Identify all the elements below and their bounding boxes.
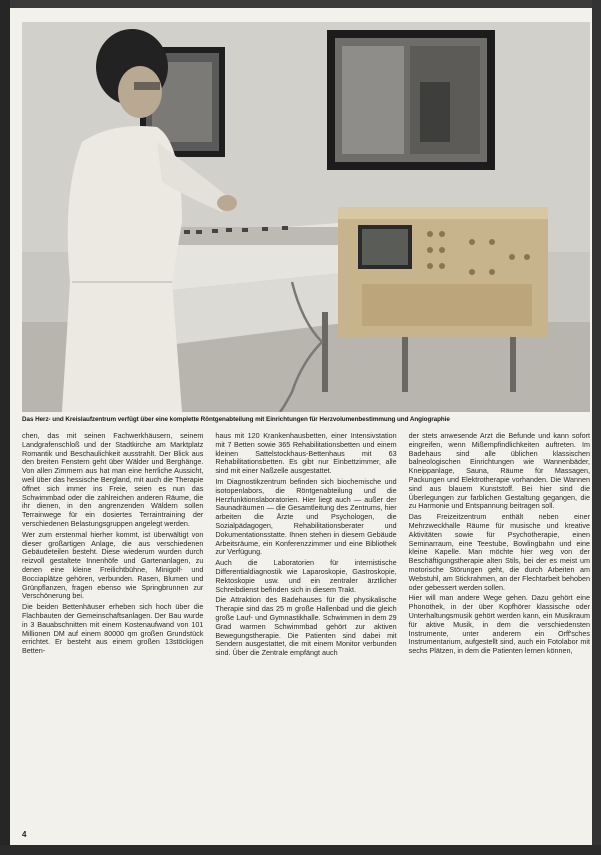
scan-edge-top xyxy=(0,0,601,8)
scan-edge-right xyxy=(592,0,601,855)
article-column-1 xyxy=(22,432,203,832)
article-columns xyxy=(22,432,590,832)
paragraph: Hier will man andere Wege gehen. Dazu gehört eine Phonothek, in der über Kopfhörer klassische oder Unterhaltungsmusik gehört werden kann, ein Musikraum für aktive Musik, in dem die verschiedensten Instrumente, unter anderem ein Orff'sches Instrumentarium, aufgestellt sind, auch ein Fotolabor mit sechs Plätzen, in dem die Patienten lernen können, xyxy=(408,593,590,656)
article-column-3 xyxy=(409,432,590,832)
paragraph: Im Diagnostikzentrum befinden sich biochemische und isotopenlabors, die Röntgenabteilung und die Herzfunktionslaboratorien. Hier liegt auch — außer der Saunadräumen — die Gesamtleitung des Zentrums, hier arbeiten die Ärzte und Psychologen, die Sozialpädagogen, Rehabilitationsberater und Dokumentationsstatte. Ihnen stehen in diesem Gebäude Arbeitsräume, ein Konferenzzimmer und eine Bibliothek zur Verfügung. xyxy=(215,476,397,557)
article-column-2 xyxy=(215,432,396,832)
paragraph: der stets anwesende Arzt die Befunde und kann sofort eingreifen, wenn Mißempfindlichkeiten auftreten. Im Badehaus sind alle üblichen klassischen balneologischen Einrichtungen wie Wannenbäder, Kneippanlage, Sauna, Räume für Massagen, Packungen und Elektrotherapie vorhanden. Die Wannen sind aus blauem Kunststoff. Bei hier sind die Überlegungen zur farblichen Gestaltung gegangen, die zu Harmonie und Entspannung beitragen soll. xyxy=(408,431,590,511)
scan-edge-left xyxy=(0,0,10,855)
scan-edge-bottom xyxy=(0,845,601,855)
paragraph: Auch die Laboratorien für internistische Differentialdiagnostik wie Laparoskopie, Gastroskopie, Rektoskopie usw. und ein zentraler ärztlicher Schreibdienst befinden sich in diesem Trakt. xyxy=(215,558,397,594)
photo-xray-department xyxy=(22,22,590,412)
paragraph: Die beiden Bettenhäuser erheben sich hoch über die Flachbauten der Gemeinschaftsanlagen. Der Bau wurde in 3 Bauabschnitten mit einem Kostenaufwand von 101 Millionen DM auf einem 80000 qm großen Grundstück errichtet. Er besteht aus einem großen 13stöckigen Betten- xyxy=(22,602,204,656)
paragraph: Die Attraktion des Badehauses für die physikalische Therapie sind das 25 m große Hallenbad und die gleich große Lauf- und Gymnastikhalle. Schwimmen in dem 29 Grad warmen Schwimmbad gehört zur aktiven Bewegungstherapie. Die Patienten sind dabei mit Sendern ausgestattet, die mit einem Monitor verbunden sind. Über die Zentrale empfängt auch xyxy=(215,595,397,658)
page-number: 4 xyxy=(22,830,27,839)
paragraph: haus mit 120 Krankenhausbetten, einer Intensivstation mit 7 Betten sowie 365 Rehabilitationsbetten und einem kleinen Sattelstockhaus-Bettenhaus mit 63 Rehabilitationsbetten. Es gibt nur Einbettzimmer, alle sind mit einer Naßzelle ausgestattet. xyxy=(215,431,397,476)
photo-caption: Das Herz- und Kreislaufzentrum verfügt über eine komplette Röntgenabteilung mit Einrichtungen für Herzvolumenbestimmung und Angiographie xyxy=(22,416,450,423)
paragraph: Das Freizeitzentrum enthält neben einer Mehrzweckhalle Räume für musische und kreative Aktivitäten sowie für Psychotherapie, einen Seminarraum, eine Teestube, Bowlingbahn und eine kleine Kapelle. Man möchte hier weg von der Beschäftigungstherapie alten Stils, bei der es meist um motorische Störungen geht, die durch Arbeiten am Webstuhl, am Stickrahmen, an der Flechtarbeit behoben oder gebessert werden sollen. xyxy=(408,512,590,592)
paragraph: Wer zum erstenmal hierher kommt, ist überwältigt von dieser großartigen Anlage, die aus verschiedenen Gebäudeteilen besteht. Diese wiederum wurden durch reizvoll gestaltete Innenhöfe und Gartenanlagen, zu denen eine kleine Freilichtbühne, Minigolf- und Bocciaplätze gehören, verbunden. Rasen, Blumen und Grünpflanzen, fragen ebenso wie Springbrunnen zur Verschönerung bei. xyxy=(22,529,204,601)
paragraph: chen, das mit seinen Fachwerkhäusern, seinem Landgrafenschloß und der Stadtkirche am Marktplatz Romantik und Beschaulichkeit ausstrahlt. Der Blick aus den breiten Fenstern geht über Wälder und Berghänge. Von allen Zimmern aus hat man eine herrliche Aussicht, weil über das hessische Bergland, mit auch die Therapie öffnet sich immer ins Freie, seien es nun das Schwimmbad oder die zahlreichen anderen Räume, die ihr dienen, in den angrenzenden Wäldern sollen Terrainwege für ein dosiertes Terraintraining der verschiedenen Belastungsgruppen angelegt werden. xyxy=(22,431,204,528)
